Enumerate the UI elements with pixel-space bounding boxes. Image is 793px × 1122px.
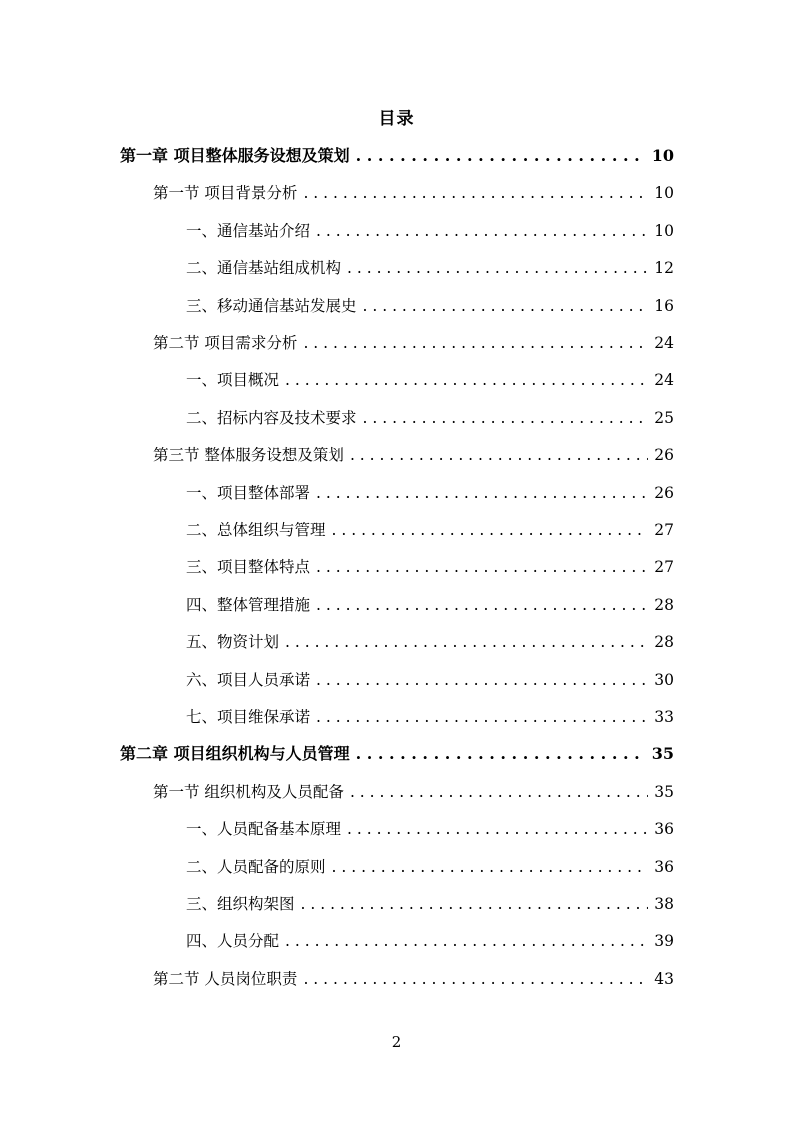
- toc-dot-leader: [350, 777, 648, 807]
- toc-dot-leader: [303, 328, 648, 358]
- toc-entry[interactable]: [186, 552, 674, 582]
- toc-entry-page: 38: [654, 895, 674, 913]
- toc-dot-leader: [285, 627, 648, 657]
- toc-entry[interactable]: [186, 702, 674, 732]
- toc-entry-title: 第三节 整体服务设想及策划: [153, 446, 344, 465]
- toc-entry-title: 一、项目概况: [186, 371, 280, 390]
- toc-entry-title: 一、通信基站介绍: [186, 221, 311, 240]
- toc-entry-page: 10: [651, 146, 674, 165]
- toc-dot-leader: [301, 889, 649, 919]
- toc-entry[interactable]: [153, 964, 674, 994]
- toc-dot-leader: [316, 216, 648, 246]
- toc-entry-page: 36: [654, 820, 674, 839]
- toc-entry-page: 10: [654, 221, 674, 240]
- toc-entry[interactable]: [186, 515, 674, 545]
- toc-entry-page: 24: [654, 334, 674, 352]
- toc-entry-title: 三、移动通信基站发展史: [186, 296, 357, 315]
- toc-dot-leader: [285, 365, 648, 395]
- toc-entry-page: 10: [654, 184, 674, 203]
- toc-dot-leader: [347, 253, 648, 283]
- toc-entry-page: 16: [654, 296, 674, 315]
- toc-entry-page: 24: [654, 371, 674, 390]
- toc-entry-page: 35: [651, 744, 674, 764]
- toc-dot-leader: [350, 440, 648, 470]
- toc-entry-title: 第二节 项目需求分析: [153, 334, 298, 352]
- toc-entry[interactable]: [186, 403, 674, 433]
- toc-entry[interactable]: [153, 777, 674, 807]
- toc-entry[interactable]: [186, 291, 674, 321]
- toc-entry[interactable]: [153, 440, 674, 470]
- toc-dot-leader: [303, 964, 648, 994]
- toc-entry[interactable]: [186, 590, 674, 620]
- toc-entry-title: 一、人员配备基本原理: [186, 820, 342, 839]
- toc-dot-leader: [356, 739, 646, 769]
- toc-entry[interactable]: [186, 665, 674, 695]
- toc-entry-page: 33: [654, 708, 674, 726]
- toc-entry-title: 第二节 人员岗位职责: [153, 969, 298, 988]
- toc-entry-page: 36: [654, 857, 674, 876]
- toc-entry-title: 二、人员配备的原则: [186, 857, 326, 876]
- toc-entry-page: 12: [654, 259, 674, 278]
- toc-entry[interactable]: [186, 216, 674, 246]
- toc-entry-page: 25: [654, 408, 674, 427]
- toc-entry-page: 27: [654, 558, 674, 577]
- toc-entry[interactable]: [186, 253, 674, 283]
- toc-dot-leader: [316, 590, 648, 620]
- toc-entry-title: 第二章 项目组织机构与人员管理: [120, 744, 350, 764]
- toc-entry-title: 六、项目人员承诺: [186, 670, 311, 689]
- toc-entry-page: 39: [654, 932, 674, 951]
- toc-dot-leader: [332, 515, 649, 545]
- toc-entry-page: 28: [654, 595, 674, 614]
- toc-dot-leader: [332, 852, 649, 882]
- toc-entry-title: 五、物资计划: [186, 633, 280, 652]
- toc-entry-page: 43: [654, 969, 674, 988]
- toc-entry[interactable]: [186, 852, 674, 882]
- toc-dot-leader: [285, 926, 648, 956]
- toc-dot-leader: [347, 814, 648, 844]
- toc-entry-title: 二、通信基站组成机构: [186, 259, 342, 278]
- toc-entry-page: 26: [654, 483, 674, 502]
- toc-entry[interactable]: [120, 739, 674, 769]
- toc-entry[interactable]: [186, 365, 674, 395]
- toc-entry[interactable]: [186, 627, 674, 657]
- toc-dot-leader: [316, 702, 648, 732]
- toc-entry-page: 26: [654, 446, 674, 465]
- toc-entry-title: 第一章 项目整体服务设想及策划: [120, 146, 350, 165]
- toc-entry-page: 30: [654, 670, 674, 689]
- page-number: 2: [391, 1033, 402, 1051]
- toc-entry-page: 35: [654, 782, 674, 801]
- toc-entry-title: 第一节 项目背景分析: [153, 184, 298, 203]
- toc-dot-leader: [363, 403, 649, 433]
- toc-entry-title: 三、组织构架图: [186, 895, 295, 913]
- toc-dot-leader: [316, 478, 648, 508]
- toc-entry[interactable]: [186, 889, 674, 919]
- toc-entry[interactable]: [186, 814, 674, 844]
- toc-entry-page: 27: [654, 521, 674, 539]
- toc-dot-leader: [356, 141, 646, 171]
- toc-entry[interactable]: [153, 328, 674, 358]
- toc-entry-title: 二、总体组织与管理: [186, 521, 326, 539]
- toc-entry[interactable]: [186, 478, 674, 508]
- toc-entry-title: 四、整体管理措施: [186, 595, 311, 614]
- toc-dot-leader: [316, 665, 648, 695]
- toc-entry-title: 一、项目整体部署: [186, 483, 311, 502]
- toc-entry-title: 七、项目维保承诺: [186, 708, 311, 726]
- toc-dot-leader: [363, 291, 649, 321]
- toc-entry-page: 28: [654, 633, 674, 652]
- toc-entry-title: 二、招标内容及技术要求: [186, 408, 357, 427]
- toc-entry[interactable]: [153, 178, 674, 208]
- toc-entry[interactable]: [186, 926, 674, 956]
- page-title: 目录: [378, 109, 415, 129]
- toc-dot-leader: [316, 552, 648, 582]
- toc-entry[interactable]: [120, 141, 674, 171]
- toc-entry-title: 第一节 组织机构及人员配备: [153, 782, 344, 801]
- toc-entry-title: 四、人员分配: [186, 932, 280, 951]
- toc-dot-leader: [303, 178, 648, 208]
- toc-entry-title: 三、项目整体特点: [186, 558, 311, 577]
